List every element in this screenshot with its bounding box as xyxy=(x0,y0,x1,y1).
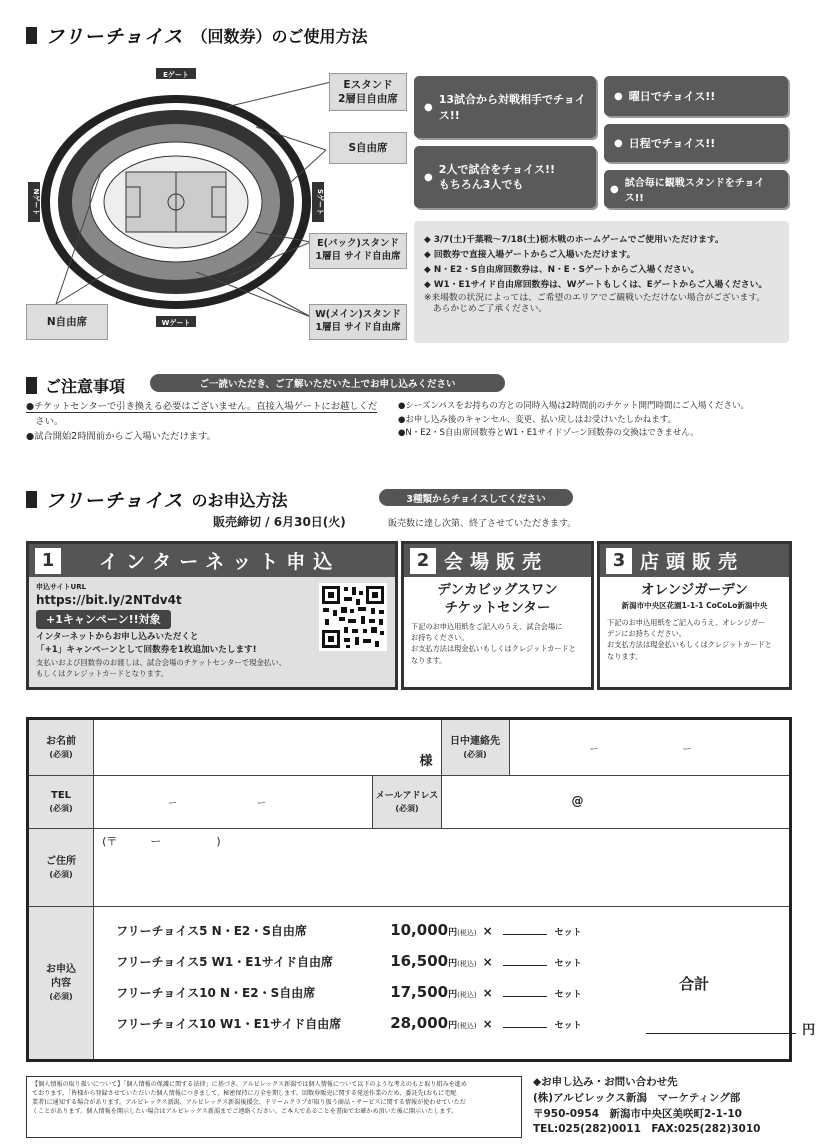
caution-item: さい。 xyxy=(26,415,64,427)
brand-logo-text: フリーチョイス xyxy=(45,490,184,512)
required-mark: (必須) xyxy=(49,869,73,879)
tax-note: (税込) xyxy=(457,991,477,999)
usage-note: ※来場数の状況によっては、ご希望のエリアでご観戦いただけない場合がございます。 xyxy=(424,292,766,303)
callout-e-back-line2: 1層目 サイド自由席 xyxy=(315,251,401,262)
feature-two-people-line1: 2人で試合をチョイス!! xyxy=(438,162,555,176)
feature-opponent-text: 13試合から対戦相手でチョイス!! xyxy=(438,93,586,122)
set-unit: セット xyxy=(554,928,582,938)
venue-name: デンカビッグスワン xyxy=(437,582,558,598)
gate-s-label: Sゲート xyxy=(316,188,324,216)
times-sign: × xyxy=(482,986,493,1000)
usage-section-header xyxy=(26,22,368,49)
internet-line: 「+1」キャンペーンとして回数券を1枚追加いたします! xyxy=(36,645,257,656)
panel-store-header xyxy=(600,544,789,577)
section-marker xyxy=(26,491,37,508)
required-mark: (必須) xyxy=(463,749,487,759)
yen-unit: 円 xyxy=(448,928,458,938)
usage-notes-box xyxy=(414,221,789,343)
usage-note: あらかじめご了承ください。 xyxy=(424,304,548,315)
contact-org: (株)アルビレックス新潟 マーケティング部 xyxy=(533,1091,741,1104)
feature-opponent xyxy=(414,76,596,138)
venue-line: 下記のお申込用紙をご記入のうえ、試合会場に xyxy=(411,622,563,632)
caution-section-header xyxy=(26,374,125,397)
caution-pill: ご一読いただき、ご了解いただいた上でお申し込みください xyxy=(150,374,505,392)
store-address: 新潟市中央区花園1-1-1 CoCoLo新潟中央 xyxy=(621,600,768,610)
usage-title: （回数券）のご使用方法 xyxy=(191,27,368,46)
panel-store xyxy=(597,541,792,690)
required-mark: (必須) xyxy=(49,992,73,1002)
feature-two-people-line2: もちろん3人でも xyxy=(438,178,524,191)
apply-pill: 3種類からチョイスしてください xyxy=(379,489,573,506)
caution-item: ●チケットセンターで引き換える必要はございません。直接入場ゲートにお越しくだ xyxy=(26,401,378,412)
quantity-field[interactable] xyxy=(503,1027,547,1028)
qr-code-icon[interactable] xyxy=(319,583,387,651)
order-item-name: フリーチョイス10 W1・E1サイド自由席 xyxy=(116,1017,342,1031)
yen-unit: 円 xyxy=(448,1021,458,1031)
bullet-icon: ● xyxy=(424,101,433,113)
deadline: 販売締切 / 6月30日(火) xyxy=(213,515,346,529)
panel-number: 3 xyxy=(606,548,632,574)
feature-stand-text: 試合毎に観戦スタンドをチョイス!! xyxy=(624,178,765,204)
callout-w-main-line2: 1層目 サイド自由席 xyxy=(315,322,401,333)
total-yen-unit: 円 xyxy=(802,1023,816,1038)
name-label-cell xyxy=(28,719,94,776)
caution-item: ●お申し込み後のキャンセル、変更、払い戻しはお受けいたしかねます。 xyxy=(398,414,677,425)
email-label: メールアドレス xyxy=(375,791,439,802)
callout-e-stand-line2: 2層目自由席 xyxy=(338,93,398,105)
order-label-cell xyxy=(28,907,94,1061)
yen-unit: 円 xyxy=(448,990,458,1000)
gate-n-label: Nゲート xyxy=(32,188,40,216)
dash-separator: ー xyxy=(168,799,178,809)
caution-right-list xyxy=(398,400,793,441)
panel-title: インターネット申込 xyxy=(99,551,341,573)
callout-w-main xyxy=(309,304,407,340)
order-content xyxy=(94,907,816,1061)
caution-item: ●N・E2・S自由席回数券とW1・E1サイドゾーン回数券の交換はできません。 xyxy=(398,428,699,439)
order-item-row xyxy=(116,921,789,952)
address-label-cell xyxy=(28,829,94,907)
apply-section-header xyxy=(26,486,288,513)
venue-line: お支払方法は現金払いもしくはクレジットカードと xyxy=(411,644,576,654)
set-unit: セット xyxy=(554,959,582,969)
dash-separator: ー xyxy=(589,745,599,755)
address-label: ご住所 xyxy=(46,855,77,867)
order-item-price: 28,000 xyxy=(390,1014,449,1032)
gate-e-label: Eゲート xyxy=(163,71,189,79)
name-label: お名前 xyxy=(46,735,77,747)
email-field[interactable] xyxy=(441,776,790,829)
contact-address: 〒950-0954 新潟市中央区美咲町2-1-10 xyxy=(533,1107,742,1120)
email-label-cell xyxy=(373,776,441,829)
section-marker xyxy=(26,377,37,394)
store-line: 下記のお申込用紙をご記入のうえ、オレンジガー xyxy=(607,618,766,628)
panel-title: 店頭販売 xyxy=(640,551,745,573)
venue-line: なります。 xyxy=(411,655,447,665)
tax-note: (税込) xyxy=(457,1022,477,1030)
privacy-notice xyxy=(26,1076,522,1138)
bullet-icon: ● xyxy=(610,183,619,195)
store-name: オレンジガーデン xyxy=(640,582,749,598)
email-at-mark: @ xyxy=(571,794,584,808)
feature-schedule-text: 日程でチョイス!! xyxy=(628,137,716,150)
internet-line: 支払いおよび回数券のお渡しは、試合会場のチケットセンターで現金払い、 xyxy=(36,658,287,668)
deadline-note: 販売数に達し次第、終了させていただきます。 xyxy=(388,519,577,529)
privacy-line: くことがあります。個人情報を開示したい場合はアルビレックス新潟までご連絡ください。ご本人であることを書面でお確かめ頂いた後に開示いたします。 xyxy=(32,1108,458,1116)
caution-item: ●シーズンパスをお持ちの方との同時入場は2時間前のチケット開門時間にご入場ください。 xyxy=(398,401,750,411)
usage-note: ◆ W1・E1サイド自由席回数券は、Wゲートもしくは、Eゲートからご入場ください。 xyxy=(424,279,768,290)
callout-n-free-label: N自由席 xyxy=(46,315,88,328)
feature-two-people xyxy=(414,146,596,208)
panel-number: 1 xyxy=(35,548,61,574)
order-label-line2: 内容 xyxy=(51,978,72,990)
panel-internet xyxy=(26,541,398,690)
order-item-price: 10,000 xyxy=(390,921,449,939)
name-field[interactable] xyxy=(94,719,441,776)
callout-s-free xyxy=(329,132,407,164)
quantity-field[interactable] xyxy=(503,934,547,935)
application-form xyxy=(26,717,816,1062)
usage-note: ◆ 3/7(土)千葉戦〜7/18(土)栃木戦のホームゲームでご使用いただけます。 xyxy=(424,235,724,245)
times-sign: × xyxy=(482,1017,493,1031)
day-contact-label: 日中連絡先 xyxy=(450,735,501,747)
times-sign: × xyxy=(482,955,493,969)
order-label-line1: お申込 xyxy=(46,964,77,976)
caution-title: ご注意事項 xyxy=(45,377,126,396)
signup-url-link[interactable]: https://bit.ly/2NTdv4t xyxy=(36,592,182,607)
section-marker xyxy=(26,27,37,44)
dash-separator: ー xyxy=(257,799,267,809)
tel-field[interactable] xyxy=(94,776,373,829)
quantity-field[interactable] xyxy=(503,996,547,997)
address-field[interactable] xyxy=(94,829,791,907)
postal-code-field[interactable]: (〒 ー ) xyxy=(102,835,221,848)
panel-venue-header xyxy=(404,544,591,577)
panel-title: 会場販売 xyxy=(444,551,549,573)
store-line: なります。 xyxy=(607,651,643,661)
gate-w-label: Wゲート xyxy=(161,319,191,327)
store-line: お支払方法は現金払いもしくはクレジットカードと xyxy=(607,640,772,650)
honorific-label: 様 xyxy=(419,754,433,769)
yen-unit: 円 xyxy=(448,959,458,969)
set-unit: セット xyxy=(554,990,582,1000)
order-item-name: フリーチョイス5 W1・E1サイド自由席 xyxy=(116,955,333,969)
callout-e-back xyxy=(309,233,407,269)
callout-w-main-line1: W(メイン)スタンド xyxy=(315,309,401,321)
bullet-icon: ● xyxy=(614,90,623,102)
feature-stand xyxy=(604,170,788,208)
required-mark: (必須) xyxy=(49,804,73,814)
caution-left-list xyxy=(26,400,391,445)
order-item-price: 16,500 xyxy=(390,952,449,970)
callout-e-stand xyxy=(329,73,407,111)
dash-separator: ー xyxy=(682,745,692,755)
required-mark: (必須) xyxy=(395,803,419,813)
bullet-icon: ● xyxy=(424,171,433,183)
order-item-row xyxy=(116,1014,789,1045)
callout-s-free-label: S自由席 xyxy=(348,141,388,154)
internet-line: もしくはクレジットカードとなります。 xyxy=(36,669,169,679)
callout-e-stand-line1: Eスタンド xyxy=(343,78,393,91)
order-item-name: フリーチョイス5 N・E2・S自由席 xyxy=(116,924,307,938)
venue-line: お持ちください。 xyxy=(411,633,469,643)
feature-weekday-text: 曜日でチョイス!! xyxy=(628,90,716,103)
panel-internet-header xyxy=(29,544,395,577)
bullet-icon: ● xyxy=(614,137,623,149)
order-item-name: フリーチョイス10 N・E2・S自由席 xyxy=(116,986,316,1000)
tel-label-cell xyxy=(28,776,94,829)
usage-note: ◆ 回数券で直接入場ゲートからご入場いただけます。 xyxy=(424,249,636,260)
order-item-price: 17,500 xyxy=(390,983,449,1001)
day-contact-field[interactable] xyxy=(509,719,790,776)
apply-title: のお申込方法 xyxy=(191,491,288,510)
callout-n-free xyxy=(26,304,108,340)
url-label: 申込サイトURL xyxy=(36,583,87,591)
feature-schedule xyxy=(604,124,788,162)
times-sign: × xyxy=(482,924,493,938)
venue-subname: チケットセンター xyxy=(444,599,551,616)
contact-info xyxy=(533,1075,803,1138)
day-contact-label-cell xyxy=(441,719,509,776)
quantity-field[interactable] xyxy=(503,965,547,966)
campaign-badge: +1キャンペーン!!対象 xyxy=(36,610,171,629)
privacy-line: 業者)に通知する場合があります。アルビレックス新潟、アルビレックス新潟後援会、ドリームクラブが取り扱う商品・サービスに関する情報が使わせていただ xyxy=(32,1099,466,1107)
set-unit: セット xyxy=(554,1021,582,1031)
feature-weekday xyxy=(604,76,788,116)
total-amount-field[interactable] xyxy=(646,1033,796,1034)
brand-logo-text: フリーチョイス xyxy=(45,26,184,48)
panel-number: 2 xyxy=(410,548,436,574)
callout-e-back-line1: E(バック)スタンド xyxy=(317,238,399,250)
internet-line: インターネットからお申し込みいただくと xyxy=(36,632,199,643)
total-label: 合計 xyxy=(679,975,710,993)
usage-note: ◆ N・E2・S自由席回数券は、N・E・Sゲートからご入場ください。 xyxy=(424,264,700,275)
caution-item: ●試合開始2時間前からご入場いただけます。 xyxy=(26,430,216,442)
contact-phone: TEL:025(282)0011 FAX:025(282)3010 xyxy=(533,1123,761,1136)
privacy-line: ております。「皆様から登録させていただいた個人情報につきまして、秘密保持に万全を期します。回数券販売に関する発送作業のため、委託先(おもに宅配 xyxy=(32,1090,457,1098)
tax-note: (税込) xyxy=(457,929,477,937)
store-line: デンにお持ちください。 xyxy=(607,629,686,639)
privacy-line: 【個人情報の取り扱いについて】「個人情報の保護に関する法律」に基づき、アルビレックス新潟では個人情報について以下のような考えのもと取り組みを進め xyxy=(32,1081,467,1088)
panel-venue xyxy=(401,541,594,690)
tel-label: TEL xyxy=(51,790,72,802)
contact-head: ◆お申し込み・お問い合わせ先 xyxy=(533,1076,678,1088)
tax-note: (税込) xyxy=(457,960,477,968)
required-mark: (必須) xyxy=(49,749,73,759)
